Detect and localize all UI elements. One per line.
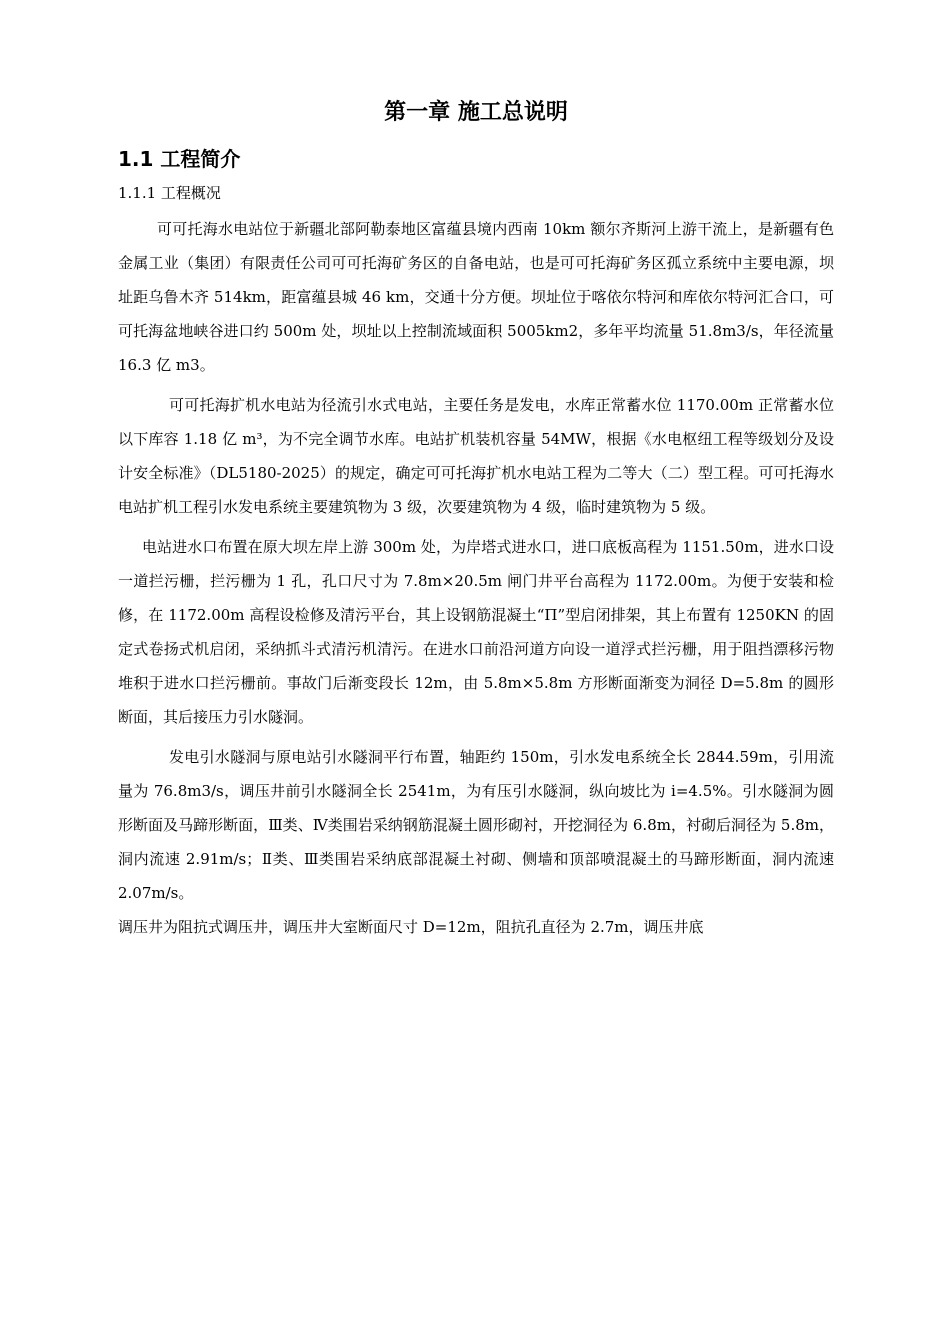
document-page	[118, 96, 834, 944]
paragraph-expansion: 可可托海扩机水电站为径流引水式电站，主要任务是发电，水库正常蓄水位 1170.00m 正常蓄水位以下库容 1.18 亿 m³，为不完全调节水库。电站扩机装机容量 54MW，根据《水电枢纽工程等级划分及设计安全标准》（DL5180-2025）的规定，确定可可托海扩机水电站工程为二等大（二）型工程。可可托海水电站扩机工程引水发电系统主要建筑物为 3 级，次要建筑物为 4 级，临时建筑物为 5 级。	[118, 396, 834, 516]
chapter-title: 第一章 施工总说明	[384, 100, 568, 125]
subsection-title: 1.1.1 工程概况	[118, 184, 221, 202]
paragraph-surge-shaft: 调压井为阻抗式调压井，调压井大室断面尺寸 D=12m，阻抗孔直径为 2.7m，调压井底	[118, 918, 704, 936]
paragraph-intake: 电站进水口布置在原大坝左岸上游 300m 处，为岸塔式进水口，进口底板高程为 1151.50m，进水口设一道拦污栅，拦污栅为 1 孔，孔口尺寸为 7.8m×20.5m 闸门井平台高程为 1172.00m。为便于安装和检修，在 1172.00m 高程设检修及清污平台，其上设钢筋混凝土“Π”型启闭排架，其上布置有 1250KN 的固定式卷扬式机启闭，采纳抓斗式清污机清污。在进水口前沿河道方向设一道浮式拦污栅，用于阻挡漂移污物堆积于进水口拦污栅前。事故门后渐变段长 12m，由 5.8m×5.8m 方形断面渐变为洞径 D=5.8m 的圆形断面，其后接压力引水隧洞。	[118, 538, 834, 726]
section-title: 1.1 工程简介	[118, 147, 241, 171]
paragraph-tunnel: 发电引水隧洞与原电站引水隧洞平行布置，轴距约 150m，引水发电系统全长 2844.59m，引用流量为 76.8m3/s，调压井前引水隧洞全长 2541m，为有压引水隧洞，纵向坡比为 i=4.5%。引水隧洞为圆形断面及马蹄形断面，Ⅲ类、Ⅳ类围岩采纳钢筋混凝土圆形砌衬，开挖洞径为 6.8m，衬砌后洞径为 5.8m，洞内流速 2.91m/s；Ⅱ类、Ⅲ类围岩采纳底部混凝土衬砌、侧墙和顶部喷混凝土的马蹄形断面，洞内流速 2.07m/s。	[118, 748, 834, 902]
paragraph-overview: 可可托海水电站位于新疆北部阿勒泰地区富蕴县境内西南 10km 额尔齐斯河上游干流上，是新疆有色金属工业（集团）有限责任公司可可托海矿务区的自备电站，也是可可托海矿务区孤立系统中主要电源，坝址距乌鲁木齐 514km，距富蕴县城 46 km，交通十分方便。坝址位于喀依尔特河和库依尔特河汇合口，可可托海盆地峡谷进口约 500m 处，坝址以上控制流域面积 5005km2，多年平均流量 51.8m3/s，年径流量 16.3 亿 m3。	[118, 220, 834, 374]
